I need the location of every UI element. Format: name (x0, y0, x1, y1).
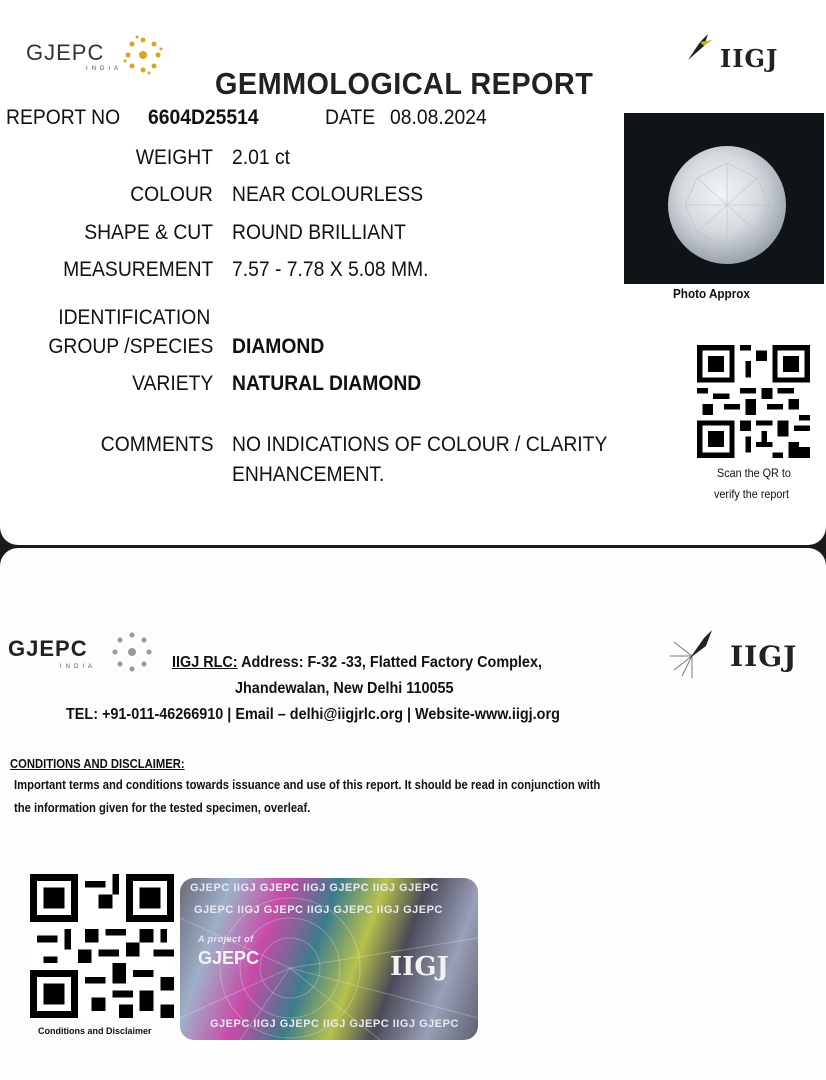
qr-icon (697, 345, 810, 458)
back-qr-icon (30, 874, 174, 1018)
gjepc-logo-sub: INDIA (86, 66, 123, 72)
diamond-image (624, 113, 824, 284)
variety-value: NATURAL DIAMOND (232, 372, 422, 395)
hologram-text-row-1: GJEPC IIGJ GJEPC IIGJ GJEPC IIGJ GJEPC (190, 882, 439, 894)
back-gjepc-logo-text: GJEPC (8, 636, 88, 661)
address-label: IIGJ RLC: (172, 654, 238, 671)
report-title: GEMMOLOGICAL REPORT (215, 66, 594, 101)
shape-cut-label: SHAPE & CUT (84, 221, 213, 244)
comments-label: COMMENTS (100, 433, 213, 456)
colour-label: COLOUR (130, 183, 213, 206)
iigj-star-icon (686, 32, 716, 62)
date-label: DATE (325, 106, 376, 129)
measurement-label: MEASUREMENT (62, 258, 213, 281)
weight-value: 2.01 ct (232, 146, 291, 169)
report-no-label: REPORT NO (6, 106, 121, 129)
diamond-photo (624, 113, 824, 284)
qr-caption-line-1: Scan the QR to (717, 466, 791, 480)
identification-label: IDENTIFICATION (57, 306, 210, 329)
hologram-gjepc: GJEPC (198, 948, 260, 968)
report-no-value: 6604D25514 (148, 106, 259, 129)
colour-value: NEAR COLOURLESS (232, 183, 424, 206)
back-gjepc-logo-sub: INDIA (60, 664, 97, 670)
date-value: 08.08.2024 (390, 106, 487, 129)
sunburst-icon (120, 32, 166, 78)
hologram-text-row-2: GJEPC IIGJ GJEPC IIGJ GJEPC IIGJ GJEPC (194, 904, 443, 916)
hologram-project: A project of (198, 934, 254, 944)
verify-qr-code[interactable] (697, 345, 810, 458)
group-species-label: GROUP /SPECIES (48, 335, 213, 358)
address-line-2: Jhandewalan, New Delhi 110055 (235, 680, 454, 697)
back-sunburst-icon (106, 626, 158, 678)
group-species-value: DIAMOND (232, 335, 325, 358)
hologram-iigj: IIGJ (390, 952, 449, 982)
weight-label: WEIGHT (135, 146, 213, 169)
address-line-1 (172, 654, 542, 672)
conditions-line-2: the information given for the tested specimen, overleaf. (14, 801, 311, 815)
comments-line-2: ENHANCEMENT. (232, 463, 385, 486)
gjepc-logo-text: GJEPC (26, 40, 105, 65)
hologram-text-row-3: GJEPC IIGJ GJEPC IIGJ GJEPC IIGJ GJEPC (210, 1018, 459, 1030)
measurement-value: 7.57 - 7.78 X 5.08 MM. (232, 258, 429, 281)
address-text: Address: F-32 -33, Flatted Factory Complex, (241, 654, 542, 671)
qr-caption-line-2: verify the report (714, 487, 790, 501)
conditions-line-1: Important terms and conditions towards issuance and use of this report. It should be read in conjunction with (14, 778, 601, 792)
contact-line: TEL: +91-011-46266910 | Email – delhi@iigjrlc.org | Website-www.iigj.org (66, 706, 560, 723)
back-iigj-star-icon (668, 626, 722, 680)
report-back-card (0, 548, 826, 1080)
photo-caption: Photo Approx (673, 286, 750, 301)
conditions-heading: CONDITIONS AND DISCLAIMER: (10, 757, 185, 771)
shape-cut-value: ROUND BRILLIANT (232, 221, 406, 244)
back-gjepc-logo (8, 636, 96, 670)
conditions-qr-code[interactable] (30, 874, 174, 1018)
security-hologram (180, 878, 478, 1040)
back-iigj-logo-text: IIGJ (730, 640, 798, 673)
gjepc-logo (26, 40, 122, 72)
iigj-logo-text: IIGJ (720, 44, 779, 73)
variety-label: VARIETY (131, 372, 213, 395)
conditions-qr-caption: Conditions and Disclaimer (38, 1026, 152, 1036)
comments-line-1: NO INDICATIONS OF COLOUR / CLARITY (232, 433, 608, 456)
